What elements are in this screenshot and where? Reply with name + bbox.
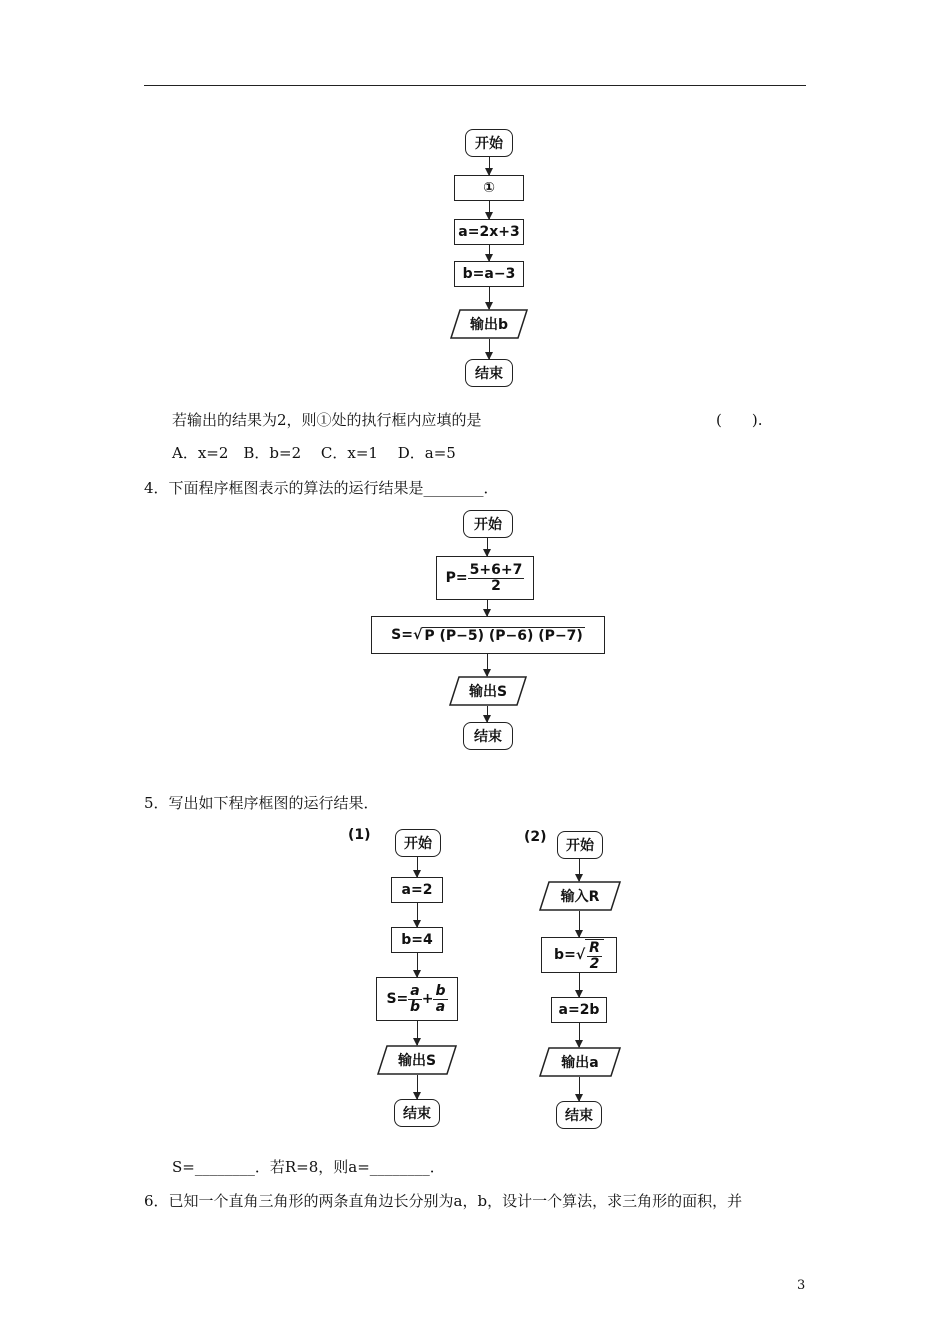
header-rule [144, 85, 806, 86]
q4-output-parallelogram [449, 676, 527, 706]
q3-arrow-3 [489, 245, 490, 261]
q5-f1-arrow-4 [417, 1021, 418, 1045]
q5-f1-output-label: 输出S [397, 1053, 437, 1069]
q3-arrow-1 [489, 157, 490, 175]
q5-f2-arrow-2 [579, 911, 580, 937]
q4-end-terminal [463, 722, 513, 750]
q3-options: A．x=2 B．b=2 C．x=1 D．a=5 [172, 444, 456, 462]
q5-f2-arrow-1 [579, 859, 580, 881]
q5-f2-end-terminal [556, 1101, 602, 1129]
q5-f1-fraction-2 [433, 984, 447, 1015]
q4-p-denominator: 2 [491, 577, 501, 594]
sqrt-sign-icon: √ [575, 947, 586, 963]
q3-box1-label: ① [483, 180, 495, 196]
q4-start-label: 开始 [474, 517, 502, 533]
q3-box3-label: b=a−3 [462, 266, 516, 282]
q3-end-label: 结束 [475, 366, 503, 382]
q5-f2-arrow-5 [579, 1077, 580, 1101]
q3-arrow-2 [489, 201, 490, 219]
q3-output-parallelogram [450, 309, 528, 339]
q5-f1-end-terminal [394, 1099, 440, 1127]
q3-answer-paren: ( ). [716, 411, 763, 429]
q5-f2-a-label: a=2b [558, 1002, 600, 1018]
q5-f1-start-label: 开始 [404, 836, 432, 852]
page-number: 3 [797, 1278, 806, 1293]
q5-f1-frac2-den: a [435, 998, 446, 1015]
q3-start-terminal [465, 129, 513, 157]
q5-f1-arrow-5 [417, 1075, 418, 1099]
q5-f1-s-prefix: S= [386, 991, 409, 1007]
q5-f2-label: (2) [524, 829, 547, 845]
q5-f1-arrow-3 [417, 953, 418, 977]
q4-start-terminal [463, 510, 513, 538]
q4-output-label: 输出S [468, 684, 508, 700]
q5-f1-a-label: a=2 [401, 882, 433, 898]
q5-f1-process-s [376, 977, 458, 1021]
q5-answer-line: S=________．若R=8，则a=________． [172, 1158, 445, 1176]
q4-arrow-1 [487, 538, 488, 556]
q4-end-label: 结束 [474, 729, 502, 745]
q4-p-fraction [468, 563, 525, 594]
q3-end-terminal [465, 359, 513, 387]
q5-f1-plus: + [421, 991, 434, 1007]
q3-arrow-5 [489, 339, 490, 359]
q5-f2-r-den: 2 [589, 955, 600, 972]
q4-p-numerator: 5+6+7 [469, 561, 523, 578]
q5-f2-end-label: 结束 [565, 1108, 593, 1124]
sqrt-sign-icon: √ [413, 627, 423, 643]
q5-f1-output-parallelogram [377, 1045, 457, 1075]
q5-f1-frac1-num: a [410, 982, 420, 999]
q3-box2-label: a=2x+3 [458, 224, 520, 240]
q3-arrow-4 [489, 287, 490, 309]
q5-f1-label: (1) [348, 827, 371, 843]
q4-sqrt [413, 627, 585, 644]
q3-process-box-2 [454, 219, 524, 245]
q5-f1-start-terminal [395, 829, 441, 857]
q3-start-label: 开始 [475, 136, 503, 152]
q5-f1-b-label: b=4 [401, 932, 433, 948]
q4-process-p [436, 556, 534, 600]
q4-process-s [371, 616, 605, 654]
q5-f1-end-label: 结束 [403, 1106, 431, 1122]
q5-f1-arrow-2 [417, 903, 418, 927]
q5-f2-input-parallelogram [539, 881, 621, 911]
q3-process-box-1 [454, 175, 524, 201]
q3-process-box-3 [454, 261, 524, 287]
q5-f2-input-label: 输入R [560, 889, 600, 905]
q5-f1-process-a [391, 877, 443, 903]
q5-f2-start-label: 开始 [566, 838, 594, 854]
q3-output-label: 输出b [469, 317, 509, 333]
q5-f1-frac2-num: b [435, 982, 446, 999]
q5-f2-b-prefix: b= [554, 947, 576, 963]
q5-f1-fraction-1 [408, 984, 421, 1015]
q5-f2-arrow-3 [579, 973, 580, 997]
q5-f2-output-label: 输出a [561, 1055, 599, 1071]
q4-stem: 4．下面程序框图表示的算法的运行结果是________． [144, 479, 499, 497]
q4-arrow-2 [487, 600, 488, 616]
q5-f1-process-b [391, 927, 443, 953]
q4-s-radicand: P (P−5) (P−6) (P−7) [424, 627, 583, 644]
q6-stem: 6．已知一个直角三角形的两条直角边长分别为a，b，设计一个算法，求三角形的面积，并 [144, 1192, 743, 1210]
q4-s-prefix: S= [391, 627, 413, 643]
q5-f2-start-terminal [557, 831, 603, 859]
q4-arrow-4 [487, 706, 488, 722]
q5-f2-r-fraction [587, 941, 602, 972]
q5-stem: 5．写出如下程序框图的运行结果． [144, 794, 379, 812]
q5-f2-sqrt [576, 939, 604, 972]
q5-f2-output-parallelogram [539, 1047, 621, 1077]
q4-arrow-3 [487, 654, 488, 676]
q3-question: 若输出的结果为2，则①处的执行框内应填的是 [172, 411, 482, 429]
q5-f2-process-b [541, 937, 617, 973]
q4-p-prefix: P= [445, 570, 468, 586]
q5-f1-frac1-den: b [410, 998, 421, 1015]
q5-f1-arrow-1 [417, 857, 418, 877]
q5-f2-arrow-4 [579, 1023, 580, 1047]
q5-f2-r-num: R [589, 939, 600, 956]
q5-f2-process-a [551, 997, 607, 1023]
q5-f2-radicand [585, 939, 604, 972]
